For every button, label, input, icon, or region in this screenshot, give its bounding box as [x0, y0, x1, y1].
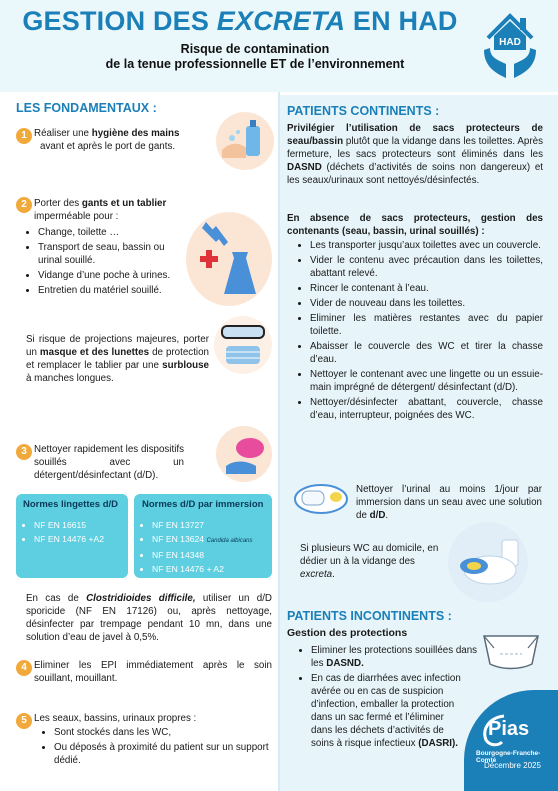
list-item: • Rincer le contenant à l’eau.: [310, 282, 543, 295]
section-title-fondamentaux: LES FONDAMENTAUX :: [16, 101, 157, 115]
norms-immersion-box: [134, 494, 272, 578]
list-item: • Eliminer les protections souillées dans les DASND.: [311, 644, 481, 670]
list-item: • Vider de nouveau dans les toilettes.: [310, 297, 543, 310]
list-item: • NF EN 14476 +A2: [34, 533, 126, 546]
page-subtitle: Risque de contamination de la tenue professionnelle ET de l’environnement: [105, 42, 405, 71]
gloves-apron-icon: [186, 212, 272, 306]
list-item: • Les transporter jusqu’aux toilettes avec un couvercle.: [310, 239, 543, 252]
section-title-continents: PATIENTS CONTINENTS :: [287, 104, 440, 118]
list-item: • Entretien du matériel souillé.: [38, 284, 190, 297]
list-item: • NF EN 16615: [34, 519, 126, 532]
list-item: • NF EN 13624 Candida albicans: [152, 533, 270, 548]
list-item: • Transport de seau, bassin ou urinal souillé.: [38, 241, 190, 267]
step-badge-2: 2: [16, 197, 32, 213]
pias-logo-word: Pias: [488, 718, 530, 740]
step-1-text: Réaliser une hygiène des mains avant et après le port de gants.: [34, 128, 180, 152]
list-item: • Sont stockés dans les WC,: [54, 726, 272, 739]
step-badge-5: 5: [16, 713, 32, 729]
protections-subtitle: Gestion des protections: [287, 627, 408, 639]
had-house-hands-logo: [480, 8, 540, 84]
diaper-icon: [480, 628, 542, 672]
list-item: • NF EN 14348: [152, 549, 270, 562]
cleaning-illustration: [216, 426, 272, 482]
list-item: • Vidange d’une poche à urines.: [38, 269, 190, 282]
step-badge-1: 1: [16, 128, 32, 144]
column-divider: [278, 92, 280, 791]
norms-immersion-list: [140, 519, 270, 577]
handwash-icon: [216, 112, 274, 170]
urinal-icon: [292, 477, 350, 517]
step-3-text: Nettoyer rapidement les dispositifs souillés avec un détergent/désinfectant (d/D).: [34, 444, 184, 481]
mask-goggles-illustration: [214, 316, 272, 374]
pias-region: Bourgogne-Franche-Comté: [476, 750, 541, 764]
step-badge-3: 3: [16, 444, 32, 460]
norms-wipes-box: [16, 494, 128, 578]
list-item: • Ou déposés à proximité du patient sur un support dédié.: [54, 741, 272, 767]
step-5-bullets: [40, 726, 272, 769]
mask-goggles-icon: [214, 316, 272, 374]
step-4-text: Eliminer les EPI immédiatement après le soin souillant, mouillant.: [34, 660, 272, 684]
had-logo-text: HAD: [499, 37, 521, 48]
candida-note: Candida albicans: [206, 538, 253, 544]
clostridioides-text: En cas de Clostridioides difficile, utiliser un d/D sporicide (NF EN 17126) ou, après nettoyage, désinfecter par trempage pendant 10 mn, dans une solution d’eau de javel à 0,5%.: [26, 593, 272, 643]
page-title: GESTION DES EXCRETA EN HAD: [22, 6, 458, 36]
step-2-intro: Porter des gants et un tablier imperméable pour :: [34, 198, 167, 222]
continents-paragraph: Privilégier l’utilisation de sacs protecteurs de seau/bassin plutôt que la vidange dans les toilettes. Après fermeture, les sacs protecteurs sont éliminés dans les DASND (déchets d’activités de soins non dangereux) et les seaux/urinaux sont nettoyés/désinfectés.: [287, 123, 543, 186]
list-item: • NF EN 14476 + A2: [152, 563, 270, 576]
list-item: • Nettoyer/désinfecter abattant, couvercle, chasse d’eau, interrupteur, poignées des WC.: [310, 396, 543, 422]
list-item: • NF EN 13727: [152, 519, 270, 532]
toilet-illustration: [448, 522, 528, 602]
list-item: • Abaisser le couvercle des WC et tirer la chasse d’eau.: [310, 340, 543, 366]
toilet-icon: [448, 522, 528, 602]
list-item: • Eliminer les matières restantes avec du papier toilette.: [310, 312, 543, 338]
norms-immersion-title: Normes d/D par immersion: [142, 499, 264, 510]
projection-text: Si risque de projections majeures, porter un masque et des lunettes de protection et remplacer le tablier par une surblouse à manches longues.: [26, 334, 209, 384]
gloves-apron-illustration: [186, 212, 272, 306]
containers-subtitle: En absence de sacs protecteurs, gestion des contenants (seau, bassin, urinal souillés) :: [287, 213, 543, 237]
cleaning-icon: [216, 426, 272, 482]
step-2-bullets: [24, 226, 190, 299]
publication-date: Décembre 2025: [484, 761, 541, 770]
section-title-incontinents: PATIENTS INCONTINENTS :: [287, 609, 452, 623]
list-item: • Vider le contenu avec précaution dans les toilettes, abattant relevé.: [310, 254, 543, 280]
norms-wipes-list: [22, 519, 126, 547]
step-5-intro: Les seaux, bassins, urinaux propres :: [34, 713, 197, 724]
list-item: • Change, toilette …: [38, 226, 190, 239]
incontinents-bullets: [297, 644, 481, 752]
handwash-illustration: [216, 112, 274, 170]
step-badge-4: 4: [16, 660, 32, 676]
list-item: • En cas de diarrhées avec infection avérée ou en cas de suspicion d’infection, emballer la protection dans un sac fermé et l’éliminer dans les déchets d’activités de soins à risque infectieux (DASRI).: [311, 672, 461, 750]
norms-wipes-title: Normes lingettes d/D: [23, 499, 119, 510]
urinal-text: Nettoyer l’urinal au moins 1/jour par immersion dans un seau avec une solution de d/D.: [356, 484, 542, 521]
containers-bullets: [296, 239, 543, 424]
list-item: • Nettoyer le contenant avec une lingette ou un essuie-main imprégné de détergent/ désinfectant (d/D).: [310, 368, 543, 394]
wc-text: Si plusieurs WC au domicile, en dédier un à la vidange des excreta.: [300, 543, 439, 580]
